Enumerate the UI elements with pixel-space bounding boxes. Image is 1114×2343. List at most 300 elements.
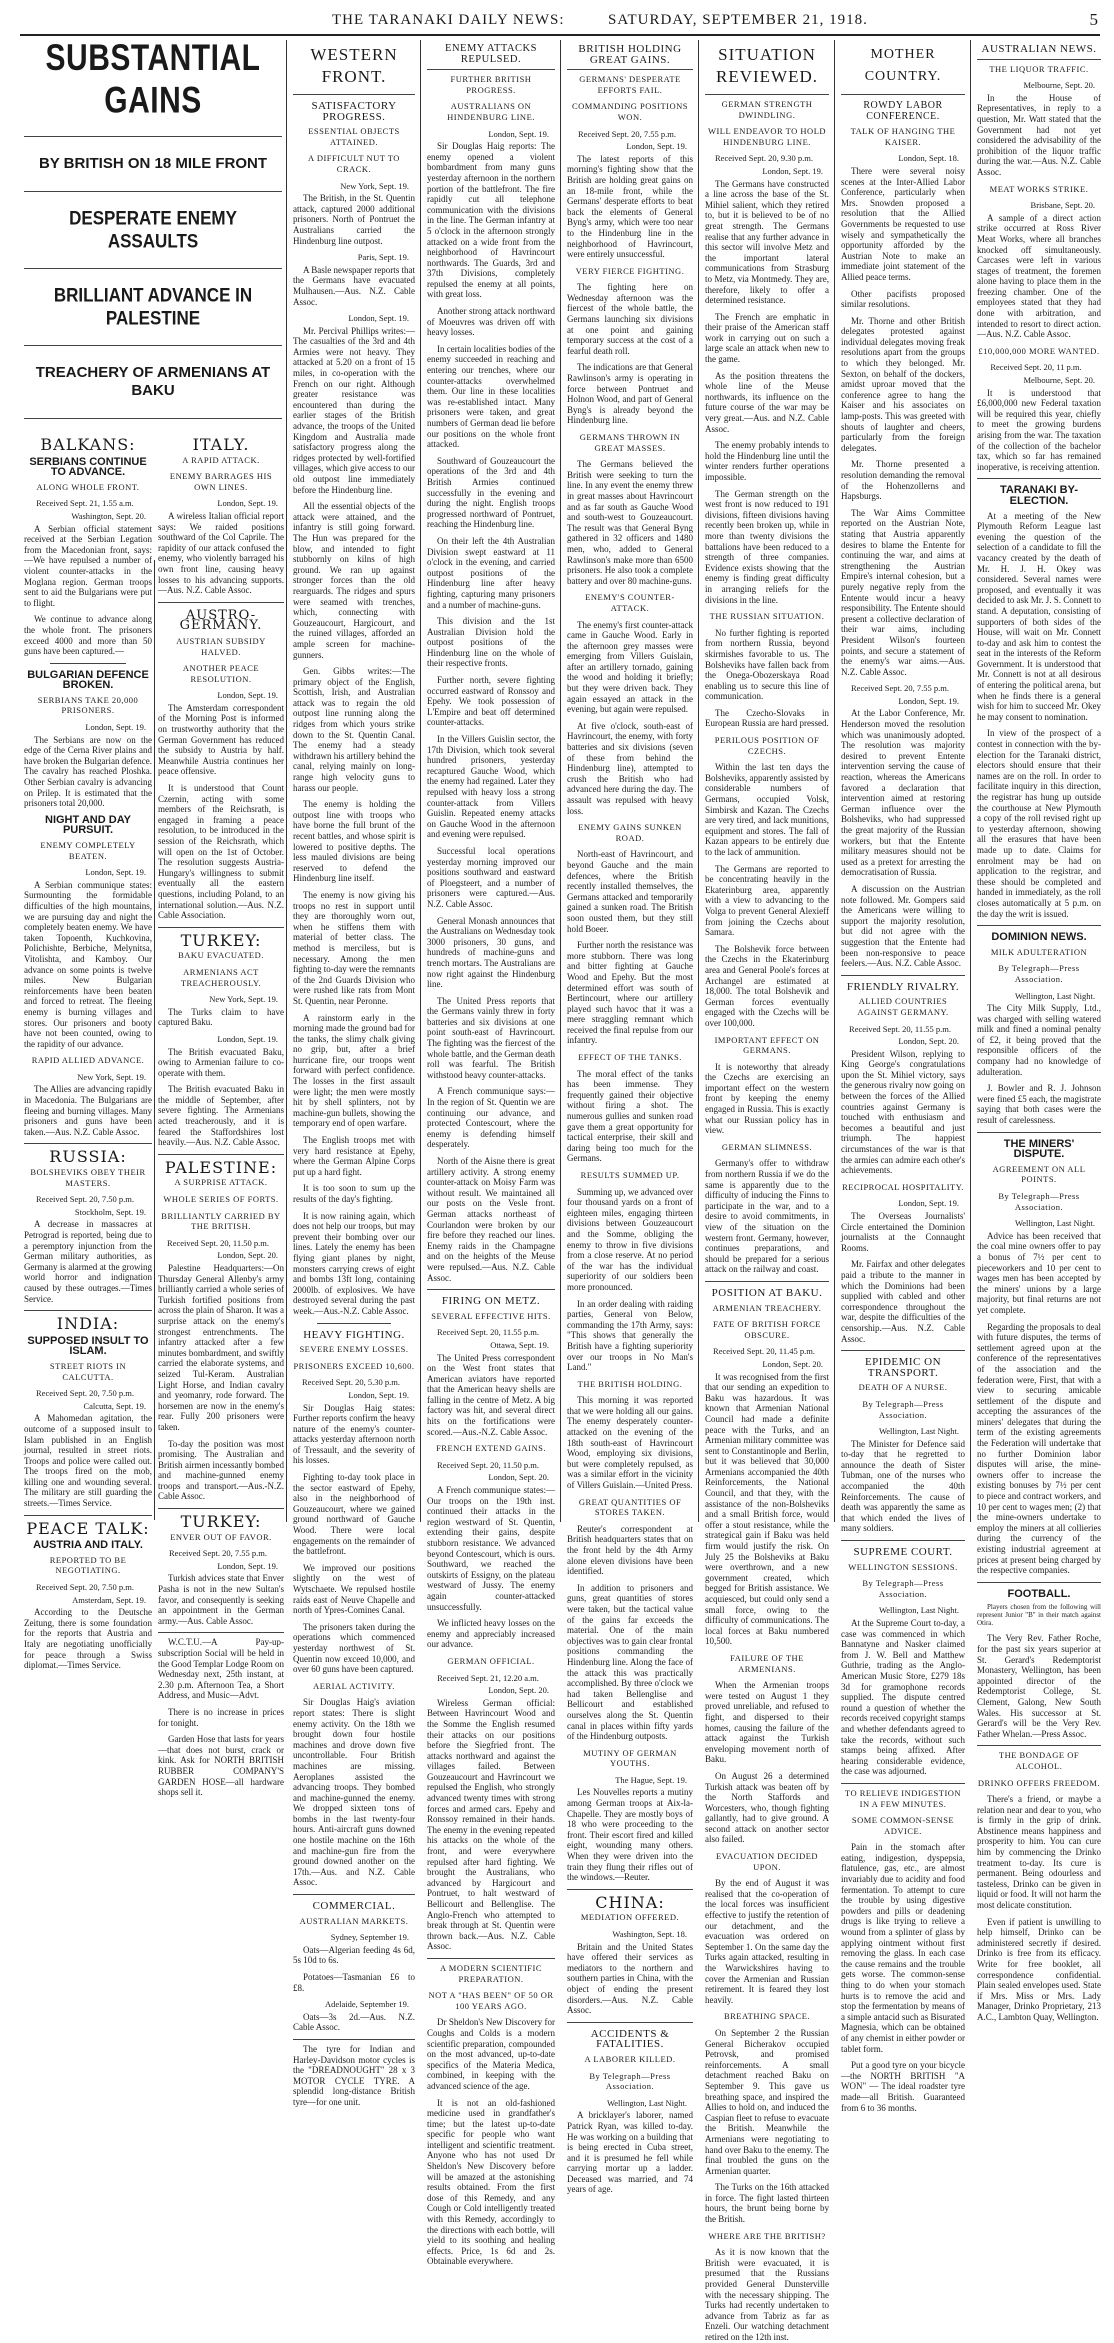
paragraph: Advice has been received that the coal mine owners offer to pay a bonus of 7½ per cent to pieceworkers and 10 per cent to wages men has been accepted by the miners' unions by a large majority, but final returns are not yet complete. — [977, 1230, 1101, 1315]
paragraph: The Allies are advancing rapidly in Macedonia. The Bulgarians are fleeing and burning villages. Many prisoners and guns have been taken.—Aus. N.Z. Cable Assoc. — [24, 1084, 152, 1137]
dateline: London, Sept. 19. — [898, 1198, 959, 1209]
section-heading: TURKEY: — [180, 930, 262, 950]
paragraph: It is understood that £6,000,000 new Federal taxation will be required this year, chiefly to meet the growing burdens arising from the war. The taxation of the collection of the bachelor tax, which so far has remained inoperative, is receiving attention. — [977, 387, 1101, 472]
paragraph: All the essential objects of the attack were attained, and the infantry is still going forward. The Hun was prepared for the blow, and intended to fight stubbornly on kilns of high ground. We ran up against stronger forces than the old rearguards. The ridges and spurs were seamed with trenches, which, connecting with Gouzeaucourt, Hargicourt, and the ruined villages, afforded an ample screen for machine-gunners. — [293, 501, 415, 660]
paragraph: The British evacuated Baku in the middle of September, after severe fighting. The Armenians acted treacherously, and it is feared the Staffordshires lost heavily.—Aus. N.Z. Cable Assoc. — [158, 1084, 284, 1148]
paragraph: Further north, severe fighting occurred eastward of Ronssoy and Epehy. We took possession of L'Empire and beat off determined counter-attacks. — [427, 675, 555, 728]
subheading: WHERE ARE THE BRITISH? — [708, 2230, 826, 2241]
subheading: WELLINGTON SESSIONS. — [848, 1561, 958, 1572]
subheading: MEAT WORKS STRIKE. — [989, 183, 1089, 194]
dateline: Wellington, Last Night. — [1014, 1218, 1095, 1229]
subheading: ENVER OUT OF FAVOR. — [170, 1531, 272, 1542]
paragraph: Oats—3s 2d.—Aus. N.Z. Cable Assoc. — [293, 2011, 415, 2033]
dateline: London, Sept. 19. — [626, 141, 687, 152]
column-4 — [422, 38, 560, 2267]
column-6 — [700, 38, 834, 2342]
paragraph: The Germans believed the British were seeking to turn the line. In any event the enemy threw in great masses about Havrincourt and as far south as Gauche Wood and south-west to Gouzeaucourt. The result was that General Byng gathered in 32 officers and 1480 men, who, added to General Rawlinson's make more than 6500 prisoners. He also took a complete battery and over 80 machine-guns. — [567, 459, 693, 586]
dateline: New York, Sept. 19. — [209, 994, 278, 1005]
paragraph: Sir Douglas Haig's aviation report states: There is slight enemy activity. On the 18th we brought down four hostile machines and drove down five uncontrollable. Four British machines are missing. Aeroplanes assisted the advancing troops. They bombed and machine-gunned the enemy. We dropped sixteen tons of bombs in the last twenty-four hours. Anti-aircraft guns downed one hostile machine on the 16th and machine-gun fire from the ground downed another on the 17th.—Aus. and N.Z. Cable Assoc. — [293, 1697, 415, 1888]
paragraph: The Overseas Journalists' Circle entertained the Dominion journalists at the Connaught Rooms. — [841, 1211, 965, 1253]
paragraph: In the House of Representatives, in reply to a question, Mr. Watt stated that the Government had not yet considered the advisability of the prohibition of the liquor traffic during the war.—Aus. N.Z. Cable Assoc. — [977, 92, 1101, 177]
subheading: EVACUATION DECIDED UPON. — [715, 1851, 819, 1872]
section-heading: ITALY. — [192, 435, 250, 454]
dateline: London, Sept. 19. — [217, 498, 278, 509]
dateline: Wellington, Last Night. — [606, 2097, 687, 2108]
dateline: New York, Sept. 19. — [340, 180, 409, 191]
subheading: REPORTED TO BE NEGOTIATING. — [49, 1554, 127, 1576]
paragraph: The United Press reports that the Germans vainly threw in forty batteries and six divisions at one point south-east of Havrincourt. The fighting was the fiercest of the whole battle, and the German death roll was fearful. The British withstood heavy counter-attacks. — [427, 995, 555, 1080]
received-line: Received Sept. 20, 11 p.m. — [990, 362, 1082, 373]
subheading: TALK OF HANGING THE KAISER. — [850, 126, 956, 147]
divider — [977, 925, 1101, 926]
paragraph: Sir Douglas Haig states: Further reports confirm the heavy nature of the enemy's counter-attacks yesterday afternoon north of Tressault, and the severity of his losses. — [293, 1402, 415, 1466]
received-line: Received Sept. 20, 11.45 p.m. — [713, 1346, 815, 1357]
divider — [567, 69, 693, 70]
divider — [841, 1540, 965, 1541]
headline-deck: BY BRITISH ON 18 MILE FRONT — [38, 155, 268, 172]
subheading: PERILOUS POSITION OF CZECHS. — [714, 735, 820, 756]
paragraph: J. Bowler and R. J. Johnson were fined £5 each, the magistrate saying that both cases were the result of carelessness. — [977, 1083, 1101, 1126]
masthead — [20, 8, 1100, 36]
dateline: London, Sept. 18. — [898, 153, 959, 164]
received-line: Received Sept. 20, 7.55 p.m. — [851, 683, 949, 694]
advertisement: Garden Hose that lasts for years—that does not burst, crack or kink. Ask for NORTH BRITISH RUBBER COMPANY'S GARDEN HOSE—all hardware shops sell it. — [158, 1734, 284, 1798]
section-heading: WESTERN FRONT. — [310, 45, 398, 86]
headline-deck: DESPERATE ENEMY ASSAULTS — [69, 207, 237, 252]
subheading: IMPORTANT EFFECT ON GERMANS. — [714, 1034, 820, 1056]
paragraph: Turkish advices state that Enver Pasha is not in the new Sultan's favor, and consequently is seeking an appointment in the German army.—Aus. Cable Assoc. — [158, 1573, 284, 1626]
section-heading: RUSSIA: — [49, 1147, 127, 1167]
subheading: HEAVY FIGHTING. — [303, 1328, 405, 1341]
subheading: ARMENIANS ACT TREACHEROUSLY. — [180, 966, 262, 988]
subheading: FRENCH EXTEND GAINS. — [436, 1443, 546, 1454]
paragraph: The prisoners taken during the operations which commenced yesterday northwest of St. Quentin now exceed 10,000, and over 60 guns have been captured. — [293, 1621, 415, 1675]
paragraph: The Germans have constructed a line across the base of the St. Mihiel salient, which they retired to, but it is believed to be of no great strength. The Germans realise that any further advance in this sector will involve Metz and the important lateral communications from Strasburg to Metz, via Montmedy. They are, therefore, likely to offer a determined resistance. — [705, 178, 829, 306]
dateline: Calcutta, Sept. 19. — [83, 1400, 146, 1411]
section-heading: SITUATION REVIEWED. — [715, 45, 818, 86]
subheading: A RAPID ATTACK. — [182, 454, 260, 465]
received-line: Received Sept. 20, 7.50 p.m. — [36, 1388, 134, 1399]
paragraph: Another strong attack northward of Moeuvres was driven off with heavy losses. — [427, 306, 555, 338]
received-line: Received Sept. 20, 7.55 p.m. — [578, 128, 676, 139]
dateline: London, Sept. 20. — [898, 1036, 959, 1047]
paragraph: Mr. Thorne presented a resolution demanding the removal of the Hohenzollerns and Hapsburgs. — [841, 459, 965, 502]
divider — [24, 1310, 152, 1311]
paragraph: The enemy's first counter-attack came in Gauche Wood. Early in the afternoon grey masses were emerging from Villers Guislain, after an artillery tornado, gaining the wood and holding it briefly; but they were driven back. They again essayed an attack in the evening, but again were repulsed. — [567, 619, 693, 715]
paragraph: We improved our positions slightly on the west of Wytschaete. We repulsed hostile raids east of Neuve Chapelle and north of Ypres-Comines Canal. — [293, 1562, 415, 1616]
divider — [427, 69, 555, 70]
article-heading: BULGARIAN DEFENCE BROKEN. — [27, 668, 149, 692]
section-heading: BRITISH HOLDING GREAT GAINS. — [578, 43, 682, 66]
subheading: AUSTRIAN SUBSIDY HALVED. — [176, 635, 266, 657]
subheading: AUSTRALIAN MARKETS. — [299, 1915, 409, 1926]
paragraph: Fighting to-day took place in the sector eastward of Epehy, also in the neighborhood of Gouzeaucourt, where we gained ground northward of Gauche Wood. There were local engagements on the remainder of the battlefront. — [293, 1472, 415, 1557]
paragraph: It was recognised from the first that our sending an expedition to Baku was hazardous. It was known that Armenian National Council had made a definite peace with the Turks, and an Armenian military committee was sent to Constantinople and Berlin, but it was believed that 30,000 Armenians accompanied the 40th Reinforcements, the National Council, and that they, with the assistance of the non-Bolsheviks and a small British force, would offer a stout resistance, while the strategical gain if Baku was held firm would justify the risk. On July 25 the Bolsheviks at Baku were overthrown, and a new government created, which begged for British assistance. We acquiesced, but could only send a small force, owing to the difficulty of communications. The local forces at Baku numbered 10,500. — [705, 1371, 829, 1647]
paragraph: The Germans are reported to be concentrating heavily in the Ekaterinburg area, apparently with a view to advancing to the Volga to prevent General Alexieff from joining the Czechs about Samara. — [705, 863, 829, 938]
byline: By Telegraph—Press Association. — [862, 1578, 944, 1599]
divider — [841, 975, 965, 976]
section-heading: POSITION AT BAKU. — [711, 1286, 823, 1299]
subheading: A SURPRISE ATTACK. — [174, 1177, 268, 1188]
divider — [977, 59, 1101, 60]
subheading: A DIFFICULT NUT TO CRACK. — [308, 153, 400, 174]
dateline: London, Sept. 19. — [348, 1389, 409, 1400]
subheading: GERMAN STRENGTH DWINDLING. — [721, 99, 813, 120]
column-1 — [24, 432, 152, 1671]
paragraph: Palestine Headquarters:—On Thursday General Allenby's army brilliantly carried a whole series of Turkish fortified positions from across the plain of Sharon. It was a surprise attack on the enemy's strongest entrenchments. The infantry attacked after a few minutes bombardment, and swiftly carried the elaborate systems, and seized Tul-Keram. Australian Light Horse, and Indian cavalry and yeomanry, rode forward. The horsemen are now in the enemy's rear. Fully 200 prisoners were taken. — [158, 1263, 284, 1432]
dateline: Wellington, Last Night. — [878, 1426, 959, 1437]
advertisement: Put a good tyre on your bicycle—the NORTH BRITISH "A WON" — The ideal roadster tyre made—all British. Guaranteed from 6 to 36 months. — [841, 2060, 965, 2113]
subheading: TO RELIEVE INDIGESTION IN A FEW MINUTES. — [844, 1787, 962, 1809]
paragraph: The War Aims Committee reported on the Austrian Note, stating that Austria apparently desires to blame the Entente for continuing the war, and aims at strengthening the Austrian Empire's internal cohesion, but a purely negative reply from the Entente would incur a heavy responsibility. The Entente should present a collective declaration of their war aims, including President Wilson's fourteen points, and secure a statement of the enemy's war aims.—Aus. N.Z. Cable Assoc. — [841, 507, 965, 677]
paragraph: The Very Rev. Father Roche, for the past six years superior at St. Gerard's Redemptorist Monastery, Wellington, has been appointed director of the Redemptorist College, St. Clement, Galong, New South Wales. His successor at St. Gerard's will be the Very Rev. Father Whelan.—Press Assoc. — [977, 1633, 1101, 1739]
dateline: Sydney, September 19. — [330, 1932, 409, 1943]
paragraph: Wireless German official: Between Havrincourt Wood and the Somme the English resumed their attacks on our positions before the Siegfried front. The attacks northward and against the villages failed. Between Gouzeaucourt and Havrincourt we repulsed the English, who strongly advanced twenty times with strong forces and armed cars. Epehy and Ronssoy remained in their hands. The enemy in the evening repeated his attacks on the whole of the front, and were everywhere repulsed after hard fighting. We brought the Australians, who advanced by Hargicourt and Pontruet, to halt westward of Bellicourt and Bellenglise. The Anglo-French who attempted to break through at St. Quentin were thrown back.—Aus. N.Z. Cable Assoc. — [427, 1697, 555, 1952]
divider — [705, 94, 829, 95]
paragraph: A sample of a direct action strike occurred at Ross River Meat Works, where all branches knocked off simultaneously. Carcases were left in various stages of treatment, the foremen alone having to place them in the freezing chamber. One of the employees stated that they had done with arbitration, and intended to resort to direct action.—Aus. N.Z. Cable Assoc. — [977, 212, 1101, 340]
paragraph: Within the last ten days the Bolsheviks, apparently assisted by considerable numbers of Germans, occupied Volsk, Simbirsk and Kazan. The Czechs are very tired, and lack munitions, equipment and stores. The fall of Kazan appears to be entirely due to the lack of ammunition. — [705, 762, 829, 857]
column-rule — [420, 40, 421, 1522]
subheading: ENEMY BARRAGES HIS OWN LINES. — [169, 471, 273, 492]
paragraph: Successful local operations yesterday morning improved our positions southward and eastward of Ploegsteert, and a number of prisoners were captured.—Aus. N.Z. Cable Assoc. — [427, 845, 555, 909]
subheading: WHOLE SERIES OF FORTS. — [163, 1194, 279, 1205]
dateline: London, Sept. 19. — [217, 1033, 278, 1044]
section-heading: DOMINION NEWS. — [991, 931, 1087, 944]
subheading: BREATHING SPACE. — [723, 2011, 811, 2022]
paragraph: There were several noisy scenes at the Inter-Allied Labor Conference, particularly when Mrs. Snowden proposed a resolution that the Allied Governments be requested to use wisely and sympathetically the opportunity afforded by the Austrian Note to make an immediate joint statement of the Allied peace terms. — [841, 165, 965, 282]
subheading: RESULTS SUMMED UP. — [580, 1170, 680, 1180]
divider — [317, 1323, 390, 1324]
subheading: RAPID ALLIED ADVANCE. — [31, 1055, 145, 1066]
received-line: Received Sept. 20, 11.55 p.m. — [849, 1023, 951, 1034]
divider — [158, 1154, 284, 1155]
column-rule — [698, 40, 699, 1522]
paragraph: Reuter's correspondent at British headquarters states that on the front held by the 4th Army alone eleven divisions have been identified. — [567, 1523, 693, 1577]
subheading: BRILLIANTLY CARRIED BY THE BRITISH. — [161, 1210, 281, 1232]
received-line: Received Sept. 20, 5.30 p.m. — [302, 1377, 400, 1388]
paragraph: Other pacifists proposed similar resolutions. — [841, 288, 965, 310]
subheading: THE LIQUOR TRAFFIC. — [989, 63, 1089, 74]
headline-deck: TREACHERY OF ARMENIANS AT BAKU — [35, 364, 271, 399]
dateline: Adelaide, September 19. — [324, 1999, 409, 2010]
subheading: MILK ADULTERATION — [990, 946, 1088, 957]
paragraph: Potatoes—Tasmanian £6 to £8. — [293, 1972, 415, 1993]
paragraph: In certain localities bodies of the enemy succeeded in reaching and entering our trenches, where our counter-attacks overwhelmed them. Our line in these localities was re-established intact. Many prisoners were taken, and great numbers of German dead lie before our positions on the whole front attacked. — [427, 343, 555, 450]
divider — [427, 1958, 555, 1959]
paragraph: Sir Douglas Haig reports: The enemy opened a violent bombardment from many guns yesterday afternoon in the northern portion of the battlefront. The fire rapidly cut all telephone communication with the divisions in the line. The German infantry at 5 o'clock in the afternoon strongly attacked on a wide front from the neighborhood of Havrincourt northwards. The Guards, 3rd and 37th Divisions, completely repulsed the enemy at all points, with great loss. — [427, 141, 555, 300]
page-number: 5 — [1089, 10, 1098, 29]
dateline: Brisbane, Sept. 20. — [1030, 200, 1095, 211]
subheading: BAKU EVACUATED. — [178, 950, 264, 961]
byline: By Telegraph—Press Association. — [589, 2070, 671, 2092]
paragraph: The indications are that General Rawlinson's army is operating in force between Pontruet and Holnon Wood, and part of General Byng's is already beyond the Hindenburg line. — [567, 362, 693, 426]
divider — [24, 268, 282, 269]
paragraph: The Serbians are now on the edge of the Cerna River plains and have broken the Bulgarian defence. The cavalry has reached Ploshka. Other Serbian cavalry is advancing on Prilep. It is estimated that the prisoners total 20,000. — [24, 734, 152, 809]
byline: By Telegraph—Press Association. — [862, 1398, 944, 1420]
divider — [705, 1281, 829, 1282]
subheading: DEATH OF A NURSE. — [858, 1382, 948, 1393]
subheading: ALLIED COUNTRIES AGAINST GERMANY. — [857, 996, 949, 1017]
paragraph: A bricklayer's laborer, named Patrick Ryan, was killed to-day. He was working on a building that is being erected in Cuba street, and it is presumed he fell while carrying mortar up a ladder. Deceased was married, and 74 years of age. — [567, 2110, 693, 2195]
paragraph: Germany's offer to withdraw from northern Russia if we do the same is apparently due to the difficulty of inducing the Finns to participate in the war, and to a desire to avoid commitments, in view of the situation on the western front. Germany, however, continues preparations, and should be prepared for a serious attack on the railway and coast. — [705, 1158, 829, 1275]
subheading: THE RUSSIAN SITUATION. — [709, 611, 825, 622]
divider — [24, 136, 282, 137]
subheading: DRINKO OFFERS FREEDOM. — [977, 1777, 1101, 1788]
paragraph: The English troops met with very hard resistance at Epehy, where the German Alpine Corps put up a hard fight. — [293, 1135, 415, 1177]
paragraph: The British evacuated Baku, owing to Armenian failure to co-operate with them. — [158, 1046, 284, 1078]
dateline: London, Sept. 19. — [488, 128, 549, 139]
column-rule — [970, 40, 971, 1522]
advertisement: It is not an old-fashioned medicine used in grandfather's time; but the latest up-to-date specific for people who want intelligent and scientific treatment. Anyone who has not used Dr Sheldon's New Discovery before will be amazed at the astonishing results obtained. From the first dose of this Remedy, and any Cough or Cold intelligently treated with this Remedy, accordingly to the directions with each bottle, will yield to its soothing and healing effects. Price, 1s 6d and 2s. Obtainable everywhere. — [427, 2097, 555, 2267]
received-line: Received Sept. 20, 7.55 p.m. — [169, 1548, 267, 1559]
paragraph: Players chosen from the following will represent Junior "B" in their match against Otira. — [977, 1603, 1101, 1628]
paragraph: North-east of Havrincourt, and beyond Gauche and the main defences, where the British recently installed themselves, the Germans attacked and temporarily gained a sunken road. The British soon ousted them, but they still hold Boeer. — [567, 849, 693, 934]
paragraph: The enemy probably intends to hold the Hindenburg line until the winter renders further operations impossible. — [705, 440, 829, 482]
subheading: WILL ENDEAVOR TO HOLD HINDENBURG LINE. — [707, 126, 827, 147]
paragraph: The latest reports of this morning's fighting show that the British are holding great gains on an 18-mile front, while the Germans' desperate efforts to beat back the elements of General Byng's army, which were too near to the Hindenburg line in the neighborhood of Havrincourt, were entirely unsuccessful. — [567, 153, 693, 260]
paragraph: A Serbian communique states: Surmounting the formidable difficulties of the high mountains, we are pursuing day and night the completely beaten enemy. We have taken Topoenth, Kuchkovina, Polichishte, Berbiche, Melynitsa, Vitolishta, and Kamboy. Our advance on some points is twelve miles. New Bulgarian reinforcements have been beaten and forced to retreat. The fleeing enemy is burning villages and stores. Our prisoners and booty have not been counted, owing to the rapidity of our advance. — [24, 879, 152, 1049]
received-line: Received Sept. 20, 7.50 p.m. — [36, 1582, 134, 1593]
received-line: Received Sept. 20, 11.50 p.m. — [437, 1459, 539, 1470]
dateline: New York, Sept. 19. — [77, 1071, 146, 1082]
paragraph: We continue to advance along the whole front. The prisoners exceed 4000 and more than 50 guns have been captured.— — [24, 614, 152, 657]
received-line: Received Sept. 20, 11.55 p.m. — [437, 1327, 539, 1338]
paragraph: It is understood that Count Czernin, acting with some members of the Reichsrath, is engaged in framing a peace resolution, to be introduced in the session of the Reichsrath, which will open on the 1st of October. The resolution suggests Austria-Hungary's willingness to submit eventually all the eastern questions, including Poland, to an international solution.—Aus. N.Z. Cable Association. — [158, 783, 284, 921]
article-heading: NIGHT AND DAY PURSUIT. — [45, 813, 131, 837]
paragraph: The Turks on the 16th attacked in force. The fight lasted thirteen hours, the brunt being borne by the British. — [705, 2182, 829, 2225]
paragraph: Summing up, we advanced over four thousand yards on a front of eighteen miles, engaging thirteen divisions between Gouzeaucourt and the Somme, obliging the enemy to throw in five divisions from a close reserve. At no period of the war has the individual superiority of our soldiers been more pronounced. — [567, 1186, 693, 1292]
article-heading: SUPPOSED INSULT TO ISLAM. — [27, 1334, 149, 1358]
subheading: SEVERE ENEMY LOSSES. — [299, 1344, 409, 1355]
paragraph: As it is now known that the British were evacuated, it is presumed that the Russians provided General Dunsterville with the necessary shipping. The Turks had recently undertaken to advance from Tabriz as far as Enzeli. Our watching detachment retired on the 12th inst. — [705, 2247, 829, 2342]
received-line: Received Sept. 21, 12.20 a.m. — [437, 1672, 539, 1683]
column-rule — [154, 560, 155, 1520]
paragraph: A French communique says:—In the region of St. Quentin we are continuing our advance, and protected Contescourt, where the enemy is defending himself desperately. — [427, 1086, 555, 1150]
divider — [24, 1143, 152, 1144]
paragraph: Gen. Gibbs writes:—The primary object of the English, Scottish, Irish, and Australian attack was to regain the old outpost line running along the ridges from which yours strike down to the St. Quentin Canal. The enemy had a steady withdrawn his artillery behind the canal, relying mainly on long-range high velocity guns to harass our people. — [293, 666, 415, 793]
divider — [977, 1745, 1101, 1746]
headline-deck: BRILLIANT ADVANCE IN PALESTINE — [53, 284, 253, 329]
paragraph: The British, in the St. Quentin attack, captured 2000 additional prisoners. North of Pontruet the Australians carried the Hindenburg line outpost. — [293, 193, 415, 246]
paragraph: Les Nouvelles reports a mutiny among German troops at Aix-la-Chapelle. They are mostly boys of 18 who were proceeding to the front. Their escort fired and killed eight, wounding many others. When they were driven into the train they flung their rifles out of the windows.—Reuter. — [567, 1787, 693, 1883]
subheading: GERMANS' DESPERATE EFFORTS FAIL. — [579, 74, 681, 95]
section-heading: FRIENDLY RIVALRY. — [846, 980, 960, 993]
subheading: MUTINY OF GERMAN YOUTHS. — [583, 1747, 677, 1769]
paragraph: At a meeting of the New Plymouth Reform League last evening the question of the selection of a candidate to fill the vacancy created by the death of Mr. H. J. H. Okey was considered. Several names were proposed, and eventually it was decided to ask Mr. J. S. Connett to stand. A deputation, consisting of supporters of both sides of the House, will wait on Mr. Connett to-day and ask him to contest the seat in the interests of the Reform Government. It is understood that Mr. Connett is not at all desirous of entering the political arena, but when he finds there is a general wish for him to succeed Mr. Okey he may consent to nomination. — [977, 510, 1101, 722]
divider — [24, 418, 282, 419]
section-heading: AUSTRO-GERMANY. — [179, 607, 263, 634]
subheading: COMMANDING POSITIONS WON. — [571, 101, 689, 122]
byline: By Telegraph—Press Association. — [998, 1191, 1080, 1212]
paragraph: We inflicted heavy losses on the enemy and appreciably increased our advance. — [427, 1618, 555, 1650]
dateline: Paris, Sept. 19. — [357, 252, 409, 263]
subheading: ARMENIAN TREACHERY. — [712, 1302, 822, 1313]
section-heading: CHINA: — [595, 1892, 665, 1912]
paragraph: In an order dealing with raiding parties, General von Below, commanding the 17th Army, says: "This shows that generally the British have a fighting superiority over our troops in No Man's Land." — [567, 1298, 693, 1373]
column-3 — [288, 38, 420, 2107]
section-heading: SUPREME COURT. — [853, 1546, 953, 1559]
advertisement: W.C.T.U.—A Pay-up-subscription Social will be held in the Good Templar Lodge Room on Wednesday next, 25th instant, at 2.30 p.m. Afternoon Tea, a Short Address, and Music—Advt. — [158, 1637, 284, 1701]
subheading: PRISONERS EXCEED 10,600. — [293, 1360, 415, 1371]
dateline: London, Sept. 19. — [898, 695, 959, 706]
paragraph: This morning it was reported that we were holding all our gains. The enemy desperately counter-attacked on the evening of the 18th south-east of Havrincourt Wood, employing six divisions, but were completely repulsed, as was a similar effort in the vicinity of Villers Guislain.—United Press. — [567, 1395, 693, 1491]
paragraph: A discussion on the Austrian note followed. Mr. Gompers said the Americans were willing to support the majority resolution, but did not agree with the suggestion that the Entente had been non-responsive to peace feelers.—Aus. N.Z. Cable Assoc. — [841, 883, 965, 969]
dateline: London, Sept. 20. — [762, 1358, 823, 1369]
subheading: A MODERN SCIENTIFIC PREPARATION. — [439, 1962, 543, 1984]
paragraph: Further north the resistance was more stubborn. There was long and bitter fighting at Gauche Wood and Epehy. But the most determined effort was south of Bertincourt, where our artillery played such havoc that it was a mere straggling remnant which received the final repulse from our infantry. — [567, 940, 693, 1046]
paragraph: This division and the 1st Australian Division hold the outpost positions of the Hindenburg line on the whole of their respective fronts. — [427, 616, 555, 669]
section-heading: PEACE TALK: — [26, 1518, 150, 1538]
paragraph: The fighting here on Wednesday afternoon was the fiercest of the whole battle, the Germans launching six divisions at one point and gaining temporary success at the cost of a fearful death roll. — [567, 282, 693, 356]
paragraph: The German strength on the west front is now reduced to 191 divisions, fifteen divisions having recently been broken up, while in more than twenty divisions the battalions have been reduced to a strength of three companies. Evidence exists showing that the enemy is finding great difficulty in arranging reliefs for the divisions in the line. — [705, 488, 829, 605]
section-heading: TARANAKI BY-ELECTION. — [999, 484, 1078, 507]
subheading: AGREEMENT ON ALL POINTS. — [992, 1163, 1086, 1185]
subheading: £10,000,000 MORE WANTED. — [978, 345, 1100, 356]
paragraph: Britain and the United States have offered their services as mediators to the northern and southern parties in China, with the object of ending the present disorders.—Aus. N.Z. Cable Assoc. — [567, 1941, 693, 2016]
section-heading: ACCIDENTS & FATALITIES. — [590, 2027, 670, 2051]
section-heading: ENEMY ATTACKS REPULSED. — [445, 43, 537, 65]
paragraph: Oats—Algerian feeding 4s 6d, 5s 10d to 6s. — [293, 1944, 415, 1966]
section-heading: MOTHER COUNTRY. — [864, 47, 942, 84]
column-2 — [158, 432, 284, 1798]
paragraph: The Turks claim to have captured Baku. — [158, 1006, 284, 1028]
paragraph: The French are emphatic in their praise of the American staff work in carrying out on such a large scale an attack when new to the game. — [705, 311, 829, 365]
dateline: London, Sept. 20. — [217, 1250, 278, 1261]
subheading: ENEMY GAINS SUNKEN ROAD. — [578, 822, 682, 843]
column-rule — [560, 40, 561, 1522]
subheading: AUSTRALIANS ON HINDENBURG LINE. — [447, 101, 535, 122]
subheading: SEVERAL EFFECTIVE HITS. — [431, 1310, 551, 1321]
divider — [841, 1783, 965, 1784]
paragraph: A Basle newspaper reports that the Germans have evacuated Mulhausen.—Aus. N.Z. Cable Assoc. — [293, 264, 415, 307]
paragraph: The enemy is now giving his troops no rest in support until they are thoroughly worn out, when he stiffens them with material of better class. The method is merciless, but is necessary. Among the men fighting to-day were the remnants of the 2nd Guards Division who were rushed like rats from Mont St. Quentin, near Peronne. — [293, 889, 415, 1006]
divider — [841, 1350, 965, 1351]
paragraph: It is noteworthy that already the Czechs are exercising an important effect on the western front by keeping the enemy engaged in Russia. This is exactly what our Russian policy has in view. — [705, 1061, 829, 1136]
divider — [50, 663, 127, 664]
advertisement: There's a friend, or maybe a relation near and dear to you, who is firmly in the grip of drink. Abstinence means happiness and prosperity to him. You can cure him by commencing the Drinko treatment to-day. Its cure is permanent. Being odourless and tasteless, Drinko can be given in liquid or food. It will not harm the most delicate constitution. — [977, 1794, 1101, 1911]
dateline: London, Sept. 19. — [762, 165, 823, 176]
advertisement: The tyre for Indian and Harley-Davidson motor cycles is the "DREADNOUGHT" 28 x 3 MOTOR CYCLE TYRE. A splendid long-distance British tyre—for one unit. — [293, 2043, 415, 2107]
subheading: ENEMY COMPLETELY BEATEN. — [40, 840, 136, 861]
issue-date: SATURDAY, SEPTEMBER 21, 1918. — [608, 12, 868, 28]
paragraph: To-day the position was most promising. The Australian and British airmen incessantly bombed and machine-gunned enemy troops and transport.—Aus.-N.Z. Cable Assoc. — [158, 1438, 284, 1502]
subheading: THE BONDAGE OF ALCOHOL. — [998, 1750, 1080, 1771]
advertisement: Pain in the stomach after eating, indigestion, dyspepsia, flatulence, gas, etc., are almost invariably due to acidity and food fermentation. To attempt to cure the trouble by using digestive powders and pills or deadening drugs is like trying to relieve a wound from a splinter of glass by applying ointment without first removing the glass. In each case the cause remains and the trouble gets worse. The common-sense thing to do when your stomach hurts is to remove the acid and stop the fermentation by means of a simple antacid such as Bisurated Magnesia, which can be obtained of any chemist in either powder or tablet form. — [841, 1842, 965, 2054]
subheading: SATISFACTORY PROGRESS. — [311, 100, 397, 123]
subheading: MEDIATION OFFERED. — [580, 1912, 680, 1923]
divider — [567, 2022, 693, 2023]
dateline: Melbourne, Sept. 20. — [1023, 375, 1095, 386]
paragraph: On August 26 a determined Turkish attack was beaten off by the North Staffords and Worcesters, who, though fighting gallantly, had to give ground. A second attack on another sector also failed. — [705, 1770, 829, 1845]
paragraph: General Monash announces that the Australians on Wednesday took 3000 prisoners, 30 guns, and hundreds of machine-guns and trench mortars. The Australians are now right against the Hindenburg line. — [427, 915, 555, 990]
divider — [841, 94, 965, 95]
paragraph: The moral effect of the tanks has been immense. They frequently gained their objective without firing a shot. The numerous gullies and sunken road gave them a great opportunity for tactical enterprise, their skill and daring being too much for the Germans. — [567, 1068, 693, 1164]
paragraph: A Serbian official statement received at the Serbian Legation from the Macedonian front, says:—We have repulsed a number of violent counter-attacks in the Moglana region. German troops sent to aid the Bulgarians were put to flight. — [24, 523, 152, 608]
subheading: ALONG WHOLE FRONT. — [36, 481, 140, 492]
paragraph: The Czecho-Slovaks in European Russia are hard pressed. — [705, 707, 829, 729]
divider — [158, 927, 284, 928]
paragraph: As the position threatens the whole line of the Meuse northwards, its influence on the future course of the war may be very great.—Aus. and N.Z. Cable Assoc. — [705, 370, 829, 434]
paragraph: Southward of Gouzeaucourt the operations of the 3rd and 4th British Armies continued successfully in the evening and during the night. English troops progressed northward of Pontruet, reaching the Hindenburg line. — [427, 455, 555, 530]
advertisement: There is no increase in prices for tonight. — [158, 1706, 284, 1728]
subheading: GERMAN SLIMNESS. — [721, 1141, 813, 1152]
subheading: VERY FIERCE FIGHTING. — [575, 265, 685, 276]
paragraph: The Bolshevik force between the Czechs in the Ekaterinburg area and General Poole's forces at Archangel are estimated at 18,000. The total Bolshevik and German forces eventually engaged with the Czechs will be over 100,000. — [705, 943, 829, 1028]
paragraph: The Amsterdam correspondent of the Morning Post is informed on trustworthy authority that the German Government has reduced the subsidy to Austria by half. Meanwhile Austria continues her peace offensive. — [158, 702, 284, 777]
section-heading: THE MINERS' DISPUTE. — [1003, 1137, 1075, 1161]
received-line: Received Sept. 21, 1.55 a.m. — [36, 498, 134, 509]
paragraph: The United Press correspondent on the West front states that American aviators have reported that the American heavy shells are falling in the centre of Metz. A big factory was hit, and several direct hits on the fortifications were scored.—Aus.-N.Z. Cable Assoc. — [427, 1352, 555, 1437]
subheading: SOME COMMON-SENSE ADVICE. — [851, 1815, 955, 1836]
paragraph: When the Armenian troops were tested on August 1 they proved unreliable, and refused to fight, and dispersed to their homes, causing the failure of the attack against the Turkish enveloping movement north of Baku. — [705, 1680, 829, 1765]
divider — [24, 345, 282, 346]
article-heading: SERBIANS CONTINUE TO ADVANCE. — [29, 455, 147, 479]
subheading: GERMAN OFFICIAL. — [447, 1655, 535, 1666]
section-heading: PALESTINE: — [164, 1157, 278, 1177]
article-heading: AUSTRIA AND ITALY. — [33, 1539, 143, 1552]
dateline: London, Sept. 19. — [217, 1560, 278, 1571]
subheading: ENEMY'S COUNTER-ATTACK. — [585, 592, 675, 613]
divider — [977, 478, 1101, 479]
subheading: A LABORER KILLED. — [584, 2053, 676, 2064]
dateline: Wellington, Last Night. — [878, 1605, 959, 1616]
subheading: RECIPROCAL HOSPITALITY. — [842, 1181, 964, 1192]
subheading: AERIAL ACTIVITY. — [313, 1680, 395, 1691]
divider — [158, 1508, 284, 1509]
paragraph: The enemy is holding the outpost line with troops who have borne the full brunt of the recent battles, and whose spirit is lowered to positive depths. The less mauled divisions are being reserved to defend the Hindenburg line itself. — [293, 799, 415, 884]
paragraph: In the Villers Guislin sector, the 17th Division, which took several hundred prisoners, yesterday recaptured Gauche Wood, which the enemy had regained. Later they repulsed with heavy loss a strong counter-attack from Villers Guislin. Repeated enemy attacks on Gauche Wood in the afternoon and evening were repulsed. — [427, 734, 555, 840]
paragraph: A decrease in massacres at Petrograd is reported, being due to a peremptory injunction from the German military authorities, as Germany is alarmed at the growing world horror and indignation caused by these outrages.—Times Service. — [24, 1219, 152, 1304]
dateline: The Hague, Sept. 19. — [615, 1774, 687, 1785]
subheading: FURTHER BRITISH PROGRESS. — [450, 74, 532, 95]
paragraph: Regarding the proposals to deal with future disputes, the terms of settlement agreed upon at the conference of the representatives of the association and the federation were, First, that with a view to securing amicable settlement of the dispute and accepting the assurances of the miners' delegates that during the term of the existing agreements the Federation will undertake that no further Dominion labor disputes will arise, the mine-owners offer to increase the existing bonuses by 7½ per cent to piece and contract workers, and 10 per cent to wages men; (2) that the mine-owners undertake to employ the miners at all collieries during the currency of the existing industrial agreement at prices at present being charged by the respective companies. — [977, 1321, 1101, 1576]
subheading: BOLSHEVIKS OBEY THEIR MASTERS. — [30, 1167, 146, 1188]
section-heading: COMMERCIAL. — [312, 1900, 396, 1913]
dateline: London, Sept. 19. — [217, 690, 278, 701]
paragraph: North of the Aisne there is great artillery activity. A strong enemy counter-attack on Moisy Farm was without result. We maintained all our posts on the Vesle front. German attacks northeast of Courlandon were broken by our fire before they reached our lines. Enemy raids in the Champagne and on the heights of the Meuse were repulsed.—Aus. N.Z. Cable Assoc. — [427, 1156, 555, 1283]
dateline: London, Sept. 19. — [85, 867, 146, 878]
paragraph: According to the Deutsche Zeitung, there is some foundation for the reports that Austria and Italy are negotiating unofficially for peace through a Swiss diplomat.—Times Service. — [24, 1607, 152, 1671]
paragraph: It is too soon to sum up the results of the day's fighting. — [293, 1183, 415, 1204]
subheading: FAILURE OF THE ARMENIANS. — [730, 1652, 804, 1674]
dateline: London, Sept. 19. — [85, 722, 146, 733]
dateline: London, Sept. 19. — [348, 313, 409, 324]
divider — [977, 1132, 1101, 1133]
paragraph: At five o'clock, south-east of Havrincourt, the enemy, with forty batteries and six divisions (seven of these from behind the Hindenburg line), attempted to crush the British who had advanced here during the day. The assault was repulsed with heavy loss. — [567, 720, 693, 816]
dateline: Washington, Sept. 18. — [612, 1929, 687, 1939]
dateline: London, Sept. 20. — [488, 1685, 549, 1696]
subheading: GREAT QUANTITIES OF STORES TAKEN. — [578, 1496, 682, 1518]
received-line: Received Sept. 20, 7.50 p.m. — [36, 1194, 134, 1205]
dateline: Melbourne, Sept. 20. — [1023, 80, 1095, 91]
subheading: SERBIANS TAKE 20,000 PRISONERS. — [37, 694, 139, 716]
paragraph: The Minister for Defence said to-day that he regretted to announce the death of Sister Tubman, one of the nurses who accompanied the 40th Reinforcements. The cause of death was apparently the same as that which ended the lives of many soldiers. — [841, 1438, 965, 1534]
section-heading: INDIA: — [56, 1314, 120, 1334]
paragraph: A Mahomedan agitation, the outcome of a supposed insult to Islam published in an English journal, resulted in street riots. Troops and police were called out. The troops fired on the mob, killing one and wounding several. The military are still guarding the streets.—Times Service. — [24, 1413, 152, 1509]
paragraph: In addition to prisoners and guns, great quantities of stores were taken, but the tactical value of the gains far exceeds the material. One of the main objectives was to gain clear frontal positions commanding the Hindenburg line. Along the face of the attack this was practically accomplished. By three o'clock we had taken Bellenglise and Bellicourt and established ourselves along the St. Quentin canal in places within fifty yards of the Hindenburg outposts. — [567, 1582, 693, 1742]
dateline: Ottawa, Sept. 19. — [490, 1339, 549, 1350]
column-rule — [286, 40, 287, 1522]
divider — [293, 2039, 415, 2040]
paper-name: THE TARANAKI DAILY NEWS: — [332, 12, 565, 28]
byline: By Telegraph—Press Association. — [998, 963, 1080, 984]
column-rule — [834, 40, 835, 1522]
divider — [24, 191, 282, 192]
subheading: EFFECT OF THE TANKS. — [578, 1052, 682, 1063]
paragraph: At the Supreme Court to-day, a case was commenced in which Bannatyne and Nasker claimed from J. W. Bell and Matthew Guthrie, trading as the Anglo-American Music Store, £279 18s 3d for gramophone records supplied. The dispute centred round a question of whether the records received copyright stamps and whether defendants agreed to take the records, without such stamps being affixed. After hearing considerable evidence, the case was adjourned. — [841, 1618, 965, 1777]
section-heading: EPIDEMIC ON TRANSPORT. — [864, 1356, 942, 1379]
subheading: FIRING ON METZ. — [441, 1295, 541, 1308]
